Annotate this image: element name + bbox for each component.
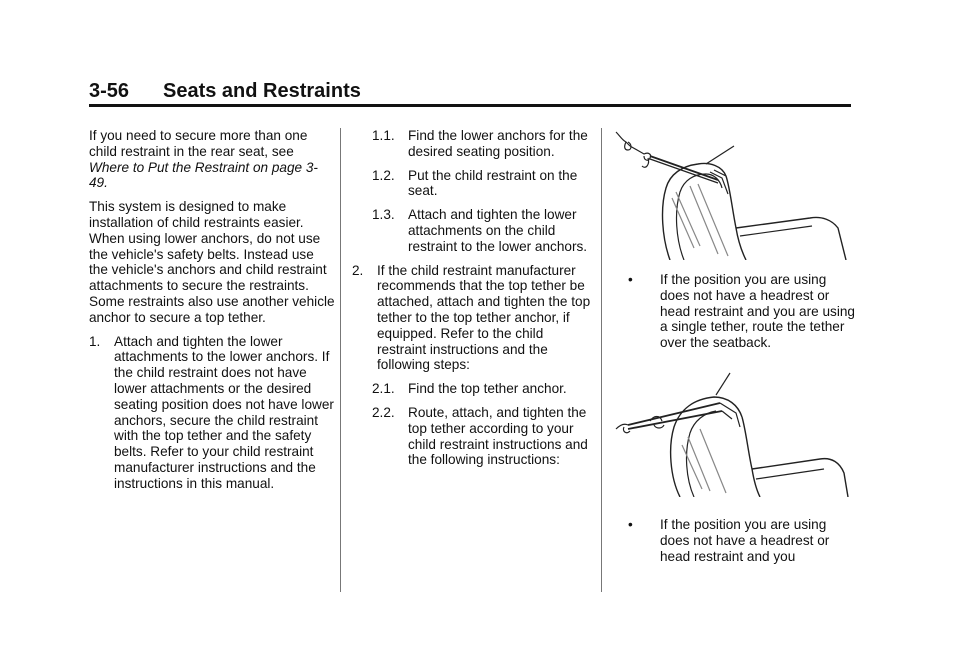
intro-paragraph [89, 128, 335, 191]
bullet-2-text: If the position you are using does not have a headrest or head restraint and you [660, 516, 830, 564]
bullet-1-text: If the position you are using does not have a headrest or head restraint and you are using a single tether, route the tether over the seatback. [660, 272, 855, 351]
page-number: 3-56 [89, 80, 130, 102]
step-1 [89, 334, 335, 492]
step-1-text: Attach and tighten the lower attachments to the lower anchors. If the child restraint does not have lower attachments or the desired seating position does not have lower anchors, secure the child restraint with the top tether and the safety belts. Refer to your child restraint manufacturer instructions and the instructions in this manual. [114, 333, 334, 491]
bullet-item-2 [610, 517, 855, 564]
system-description-paragraph: This system is designed to make installation of child restraints easier. When using lower anchors, do not use the vehicle's safety belts. Instead use the vehicle's anchors and child restraint attachments to secure the restraints. Some restraints also use another vehicle anchor to secure a top tether. [89, 199, 335, 325]
step-2-1 [352, 381, 592, 397]
tether-over-seatback-illustration [610, 128, 850, 260]
step-2 [352, 263, 592, 374]
step-1-3-marker: 1.3. [372, 207, 395, 223]
step-2-marker: 2. [352, 262, 364, 278]
column-3 [610, 128, 855, 572]
header-rule [89, 104, 851, 107]
step-2-1-marker: 2.1. [372, 381, 395, 397]
dual-tether-illustration [610, 367, 850, 497]
column-divider-2 [601, 128, 602, 592]
step-1-2-marker: 1.2. [372, 167, 395, 183]
intro-text: If you need to secure more than one child restraint in the rear seat, see [89, 128, 308, 159]
step-2-text: If the child restraint manufacturer recommends that the top tether be attached, attach and tighten the top tether to the top tether anchor, if equipped. Refer to the child restraint instructions and the following steps: [377, 262, 591, 373]
step-1-1-text: Find the lower anchors for the desired seating position. [408, 128, 588, 159]
step-1-3 [352, 207, 592, 254]
step-1-2-text: Put the child restraint on the seat. [408, 167, 578, 199]
column-1 [89, 128, 335, 500]
step-2-2 [352, 405, 592, 468]
step-1-2 [352, 168, 592, 200]
column-2 [352, 128, 592, 476]
bullet-2-marker: • [628, 516, 633, 532]
step-2-1-text: Find the top tether anchor. [408, 381, 567, 397]
step-1-marker: 1. [89, 333, 101, 349]
step-1-3-text: Attach and tighten the lower attachments on the child restraint to the lower anchors. [408, 207, 588, 254]
bullet-1-marker: • [628, 272, 633, 287]
step-1-1-marker: 1.1. [372, 128, 395, 143]
step-2-2-text: Route, attach, and tighten the top tether according to your child restraint instructions and the following instructions: [408, 404, 588, 468]
section-title: Seats and Restraints [163, 80, 361, 102]
column-divider-1 [340, 128, 341, 592]
bullet-item-1 [610, 272, 855, 351]
page-header [89, 80, 361, 103]
step-2-2-marker: 2.2. [372, 404, 395, 420]
step-1-1 [352, 128, 592, 160]
cross-reference-link[interactable]: Where to Put the Restraint on page 3-49. [89, 159, 318, 191]
